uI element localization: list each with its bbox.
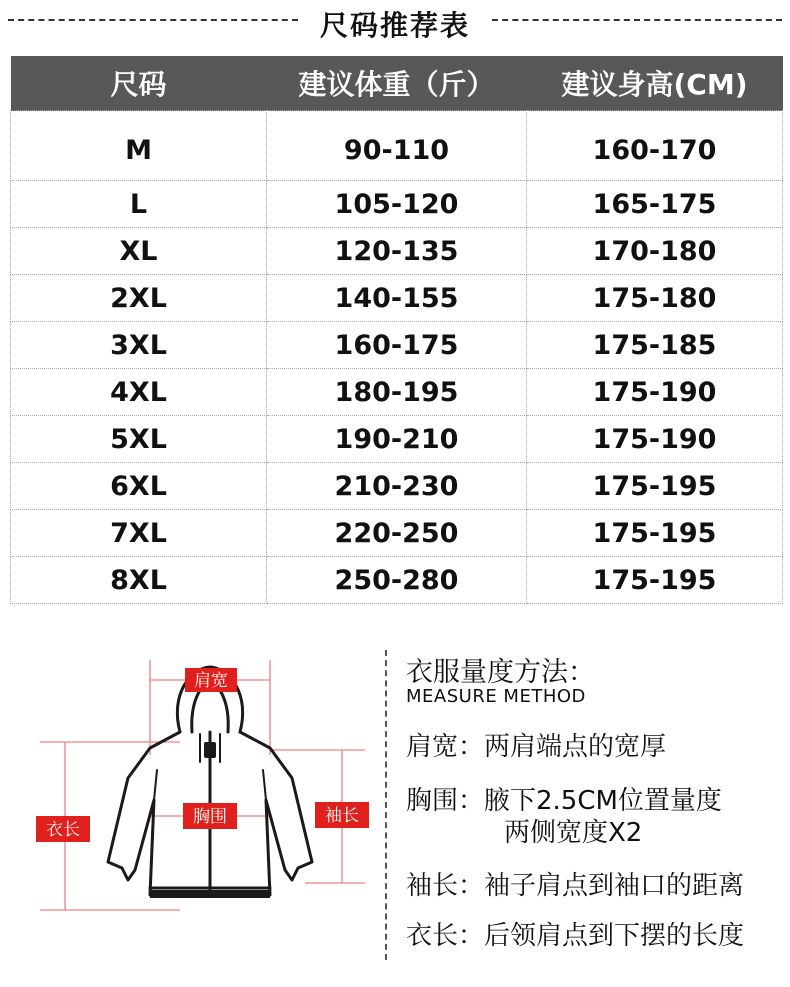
method-subtitle: MEASURE METHOD [406, 686, 586, 707]
title-dashed-line-right [492, 19, 782, 21]
header-size: 尺码 [11, 56, 267, 111]
jacket-icon [108, 667, 312, 895]
table-row [11, 369, 783, 416]
label-sleeve [315, 802, 369, 828]
table-body [11, 111, 783, 604]
table-row [11, 416, 783, 463]
cell-height: 175-195 [527, 557, 783, 604]
label-chest-text: 胸围 [193, 807, 227, 827]
cell-weight: 190-210 [267, 416, 527, 463]
cell-size: 4XL [11, 369, 267, 416]
zipper-pull-icon [204, 742, 216, 758]
page-title: 尺码推荐表 [319, 9, 470, 42]
cell-weight: 140-155 [267, 275, 527, 322]
cell-height: 175-190 [527, 369, 783, 416]
cell-weight: 120-135 [267, 228, 527, 275]
vertical-divider [385, 650, 387, 960]
cell-height: 165-175 [527, 181, 783, 228]
cell-size: L [11, 181, 267, 228]
cell-height: 175-195 [527, 510, 783, 557]
cell-size: 5XL [11, 416, 267, 463]
label-length [36, 816, 90, 842]
cell-weight: 180-195 [267, 369, 527, 416]
cell-size: XL [11, 228, 267, 275]
label-sleeve-text: 袖长 [325, 806, 359, 826]
cell-size: 8XL [11, 557, 267, 604]
table-row [11, 557, 783, 604]
cell-size: M [11, 111, 267, 181]
cell-weight: 220-250 [267, 510, 527, 557]
method-chest-line2: 两侧宽度X2 [504, 818, 643, 848]
cell-height: 175-195 [527, 463, 783, 510]
method-shoulder: 肩宽：两肩端点的宽厚 [406, 732, 667, 762]
hem-band [150, 890, 270, 898]
cell-size: 6XL [11, 463, 267, 510]
table-row [11, 111, 783, 181]
cell-size: 7XL [11, 510, 267, 557]
title-row [0, 0, 790, 48]
cell-height: 160-170 [527, 111, 783, 181]
table-row [11, 181, 783, 228]
table-row [11, 228, 783, 275]
cell-weight: 250-280 [267, 557, 527, 604]
table-row [11, 463, 783, 510]
label-length-text: 衣长 [46, 820, 80, 840]
label-shoulder-text: 肩宽 [194, 671, 228, 691]
table-row [11, 510, 783, 557]
method-title: 衣服量度方法： [406, 657, 595, 688]
cell-height: 175-190 [527, 416, 783, 463]
cell-weight: 160-175 [267, 322, 527, 369]
cell-size: 2XL [11, 275, 267, 322]
cell-weight: 210-230 [267, 463, 527, 510]
method-length: 衣长：后领肩点到下摆的长度 [406, 921, 745, 951]
cell-height: 175-180 [527, 275, 783, 322]
header-weight: 建议体重（斤） [267, 56, 527, 111]
cell-height: 170-180 [527, 228, 783, 275]
cell-height: 175-185 [527, 322, 783, 369]
cell-weight: 90-110 [267, 111, 527, 181]
sleeve-seam-right [263, 770, 266, 800]
method-sleeve: 袖长：袖子肩点到袖口的距离 [406, 871, 745, 901]
cell-size: 3XL [11, 322, 267, 369]
label-shoulder [185, 668, 237, 692]
table-row [11, 322, 783, 369]
sleeve-seam-left [154, 770, 157, 800]
label-chest [183, 803, 237, 829]
header-height: 建议身高(CM) [527, 56, 783, 111]
size-chart-table [10, 56, 783, 604]
method-chest-line1: 胸围：腋下2.5CM位置量度 [406, 786, 722, 816]
cell-weight: 105-120 [267, 181, 527, 228]
table-header-row [11, 56, 783, 111]
table-row [11, 275, 783, 322]
jacket-diagram [30, 650, 380, 950]
